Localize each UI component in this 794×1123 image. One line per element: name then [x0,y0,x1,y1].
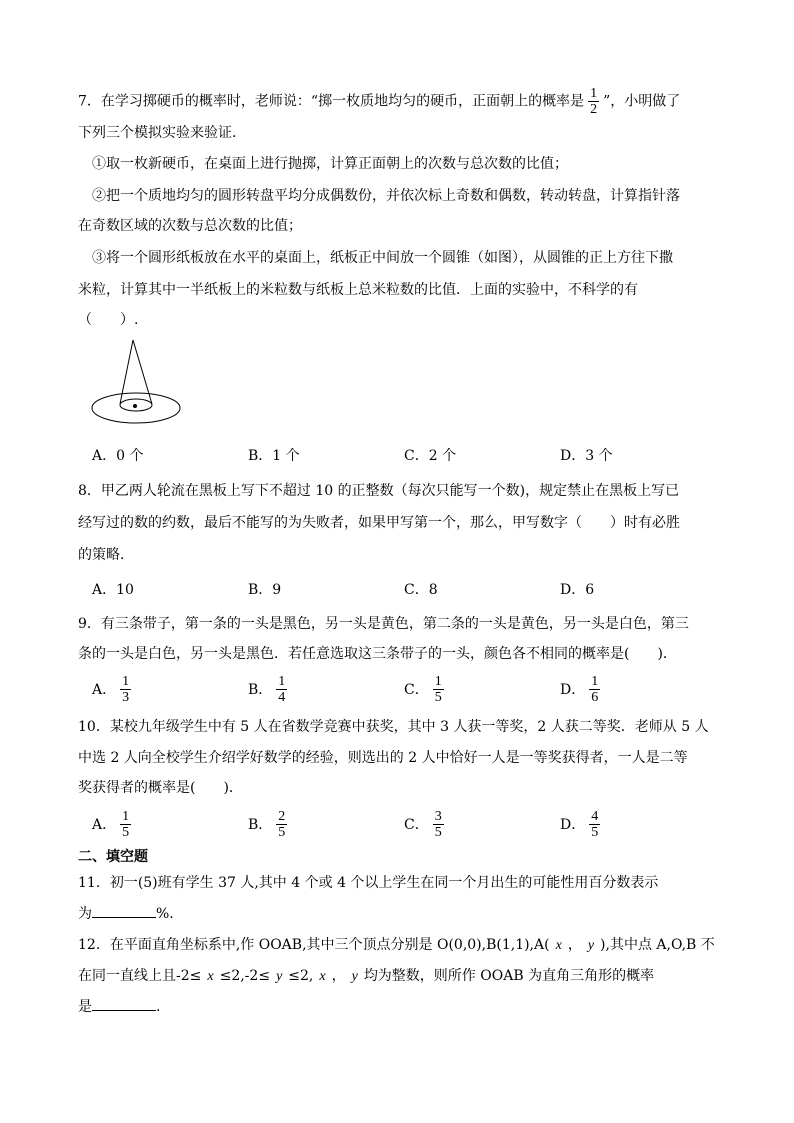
q7-option-d[interactable]: D．3 个 [560,448,613,464]
option-label: D． [560,817,586,833]
q9-option-d[interactable] [560,669,604,709]
q12-text-h: . [156,999,161,1015]
fraction-denominator: 5 [122,824,130,840]
q7-option-c[interactable]: C．2 个 [404,448,457,464]
q7-item-3a: ③将一个圆形纸板放在水平的桌面上，纸板正中间放一个圆锥（如图），从圆锥的正上方往下撒 [92,250,673,266]
q12-text-c: 在同一直线上且-2≤ [78,968,202,984]
q7-item-1: ①取一枚新硬币，在桌面上进行抛掷，计算正面朝上的次数与总次数的比值； [92,156,568,172]
fraction-denominator: 6 [591,689,599,705]
option-fraction [276,809,287,840]
fraction-denominator: 5 [434,824,442,840]
q7-item-2b: 在奇数区域的次数与总次数的比值； [78,218,302,234]
q12-text-g: 是 [78,999,92,1015]
q11-line-1: 11．初一(5)班有学生 37 人,其中 4 个或 4 个以上学生在同一个月出生的可能性用百分数表示 [78,875,659,891]
q8-line-2: 经写过的数的约数，最后不能写的为失败者，如果甲写第一个，那么，甲写数字（ ）时有必胜 [78,515,680,531]
q12-text-d: ≤2,-2≤ [219,968,271,984]
option-label: C． [404,817,429,833]
q12-line-3 [78,996,160,1018]
option-label: C． [404,682,429,698]
option-fraction [589,674,600,705]
q9-option-a[interactable] [92,669,135,709]
var-x: x [319,969,326,984]
var-y: y [276,969,283,984]
q10-line-2: 中选 2 人向全校学生介绍学好数学的经验，则选出的 2 人中恰好一人是一等奖获得者，一人是二等 [78,750,688,766]
q8-line-3: 的策略． [78,547,134,563]
comma: ， [567,937,582,953]
option-label: B． [248,682,273,698]
q7-option-b[interactable]: B．1 个 [248,448,300,464]
fraction-denominator: 5 [591,824,599,840]
var-x: x [207,969,214,984]
q11-text-a: 为 [78,906,92,922]
option-fraction [276,674,287,705]
q7-item-3b: 米粒，计算其中一半纸板上的米粒数与纸板上总米粒数的比值．上面的实验中，不科学的有 [78,282,638,298]
q7-fraction [588,86,599,117]
q10-option-a[interactable] [92,804,135,844]
fraction-denominator: 4 [278,689,286,705]
fraction-numerator: 2 [278,808,286,824]
q12-line-1 [78,934,715,957]
option-fraction [433,809,444,840]
option-fraction [589,809,600,840]
q12-answer-blank[interactable] [92,996,156,1011]
fraction-numerator: 3 [434,808,442,824]
q12-text-f: 均为整数，则所作 OOAB 为直角三角形的概率 [363,968,655,984]
comma: ， [331,968,346,984]
q12-text-b: ),其中点 A,O,B 不 [600,937,715,953]
var-y: y [587,938,595,953]
q8-option-d[interactable]: D．6 [560,582,595,598]
q11-line-2 [78,903,174,925]
fraction-denominator: 3 [122,689,130,705]
q7-line-1 [78,86,680,117]
fraction-denominator: 5 [434,689,442,705]
fraction-denominator: 5 [278,824,286,840]
q11-answer-blank[interactable] [92,903,156,918]
fraction-numerator: 1 [590,86,598,101]
fraction-numerator: 1 [122,673,130,689]
q10-line-1: 10．某校九年级学生中有 5 人在省数学竞赛中获奖，其中 3 人获一等奖，2 人获二等奖．老师从 5 人 [78,719,709,735]
option-fraction [433,674,444,705]
q7-option-a[interactable]: A．0 个 [92,448,144,464]
q9-line-2: 条的一头是白色，另一头是黑色．若任意选取这三条带子的一头，颜色各不相同的概率是( )． [78,646,677,662]
option-label: D． [560,682,586,698]
q12-line-2 [78,965,654,988]
fraction-numerator: 1 [434,673,442,689]
q9-line-1: 9．有三条带子，第一条的一头是黑色，另一头是黄色，第二条的一头是黄色，另一头是白色，第三 [78,616,689,632]
q12-text-a: 12．在平面直角坐标系中,作 OOAB,其中三个顶点分别是 O(0,0),B(1,1),A( [78,937,550,953]
q10-line-3: 奖获得者的概率是( )． [78,780,243,796]
q7-text-b: ”，小明做了 [603,93,681,110]
q8-option-b[interactable]: B．9 [248,582,282,598]
q7-line-2: 下列三个模拟实验来验证． [78,125,246,141]
option-fraction [120,674,131,705]
q9-option-b[interactable] [248,669,291,709]
q8-option-a[interactable]: A．10 [92,582,134,598]
q10-option-c[interactable] [404,804,448,844]
q7-item-2a: ②把一个质地均匀的圆形转盘平均分成偶数份，并依次标上奇数和偶数，转动转盘，计算指针落 [92,188,680,204]
var-x: x [555,938,562,953]
q11-text-b: %. [156,906,174,922]
fraction-denominator: 2 [590,102,598,117]
q12-text-e: ≤2, [288,968,314,984]
fraction-numerator: 1 [278,673,286,689]
fraction-numerator: 1 [122,808,130,824]
q10-option-d[interactable] [560,804,604,844]
q8-option-c[interactable]: C．8 [404,582,438,598]
cone-on-disc-figure [90,336,186,426]
option-label: A． [92,817,117,833]
q10-option-b[interactable] [248,804,291,844]
fraction-numerator: 1 [591,673,599,689]
option-fraction [120,809,131,840]
q7-item-3c: （ ）. [78,312,139,328]
option-label: B． [248,817,273,833]
var-y: y [351,969,358,984]
fraction-numerator: 4 [591,808,599,824]
q8-line-1: 8．甲乙两人轮流在黑板上写下不超过 10 的正整数（每次只能写一个数)，规定禁止在黑板上写已 [78,483,680,499]
q9-option-c[interactable] [404,669,448,709]
q7-text-a: 7．在学习掷硬币的概率时，老师说：“掷一枚质地均匀的硬币，正面朝上的概率是 [78,93,585,110]
option-label: A． [92,682,117,698]
section-heading-fill-in: 二、填空题 [78,849,148,865]
